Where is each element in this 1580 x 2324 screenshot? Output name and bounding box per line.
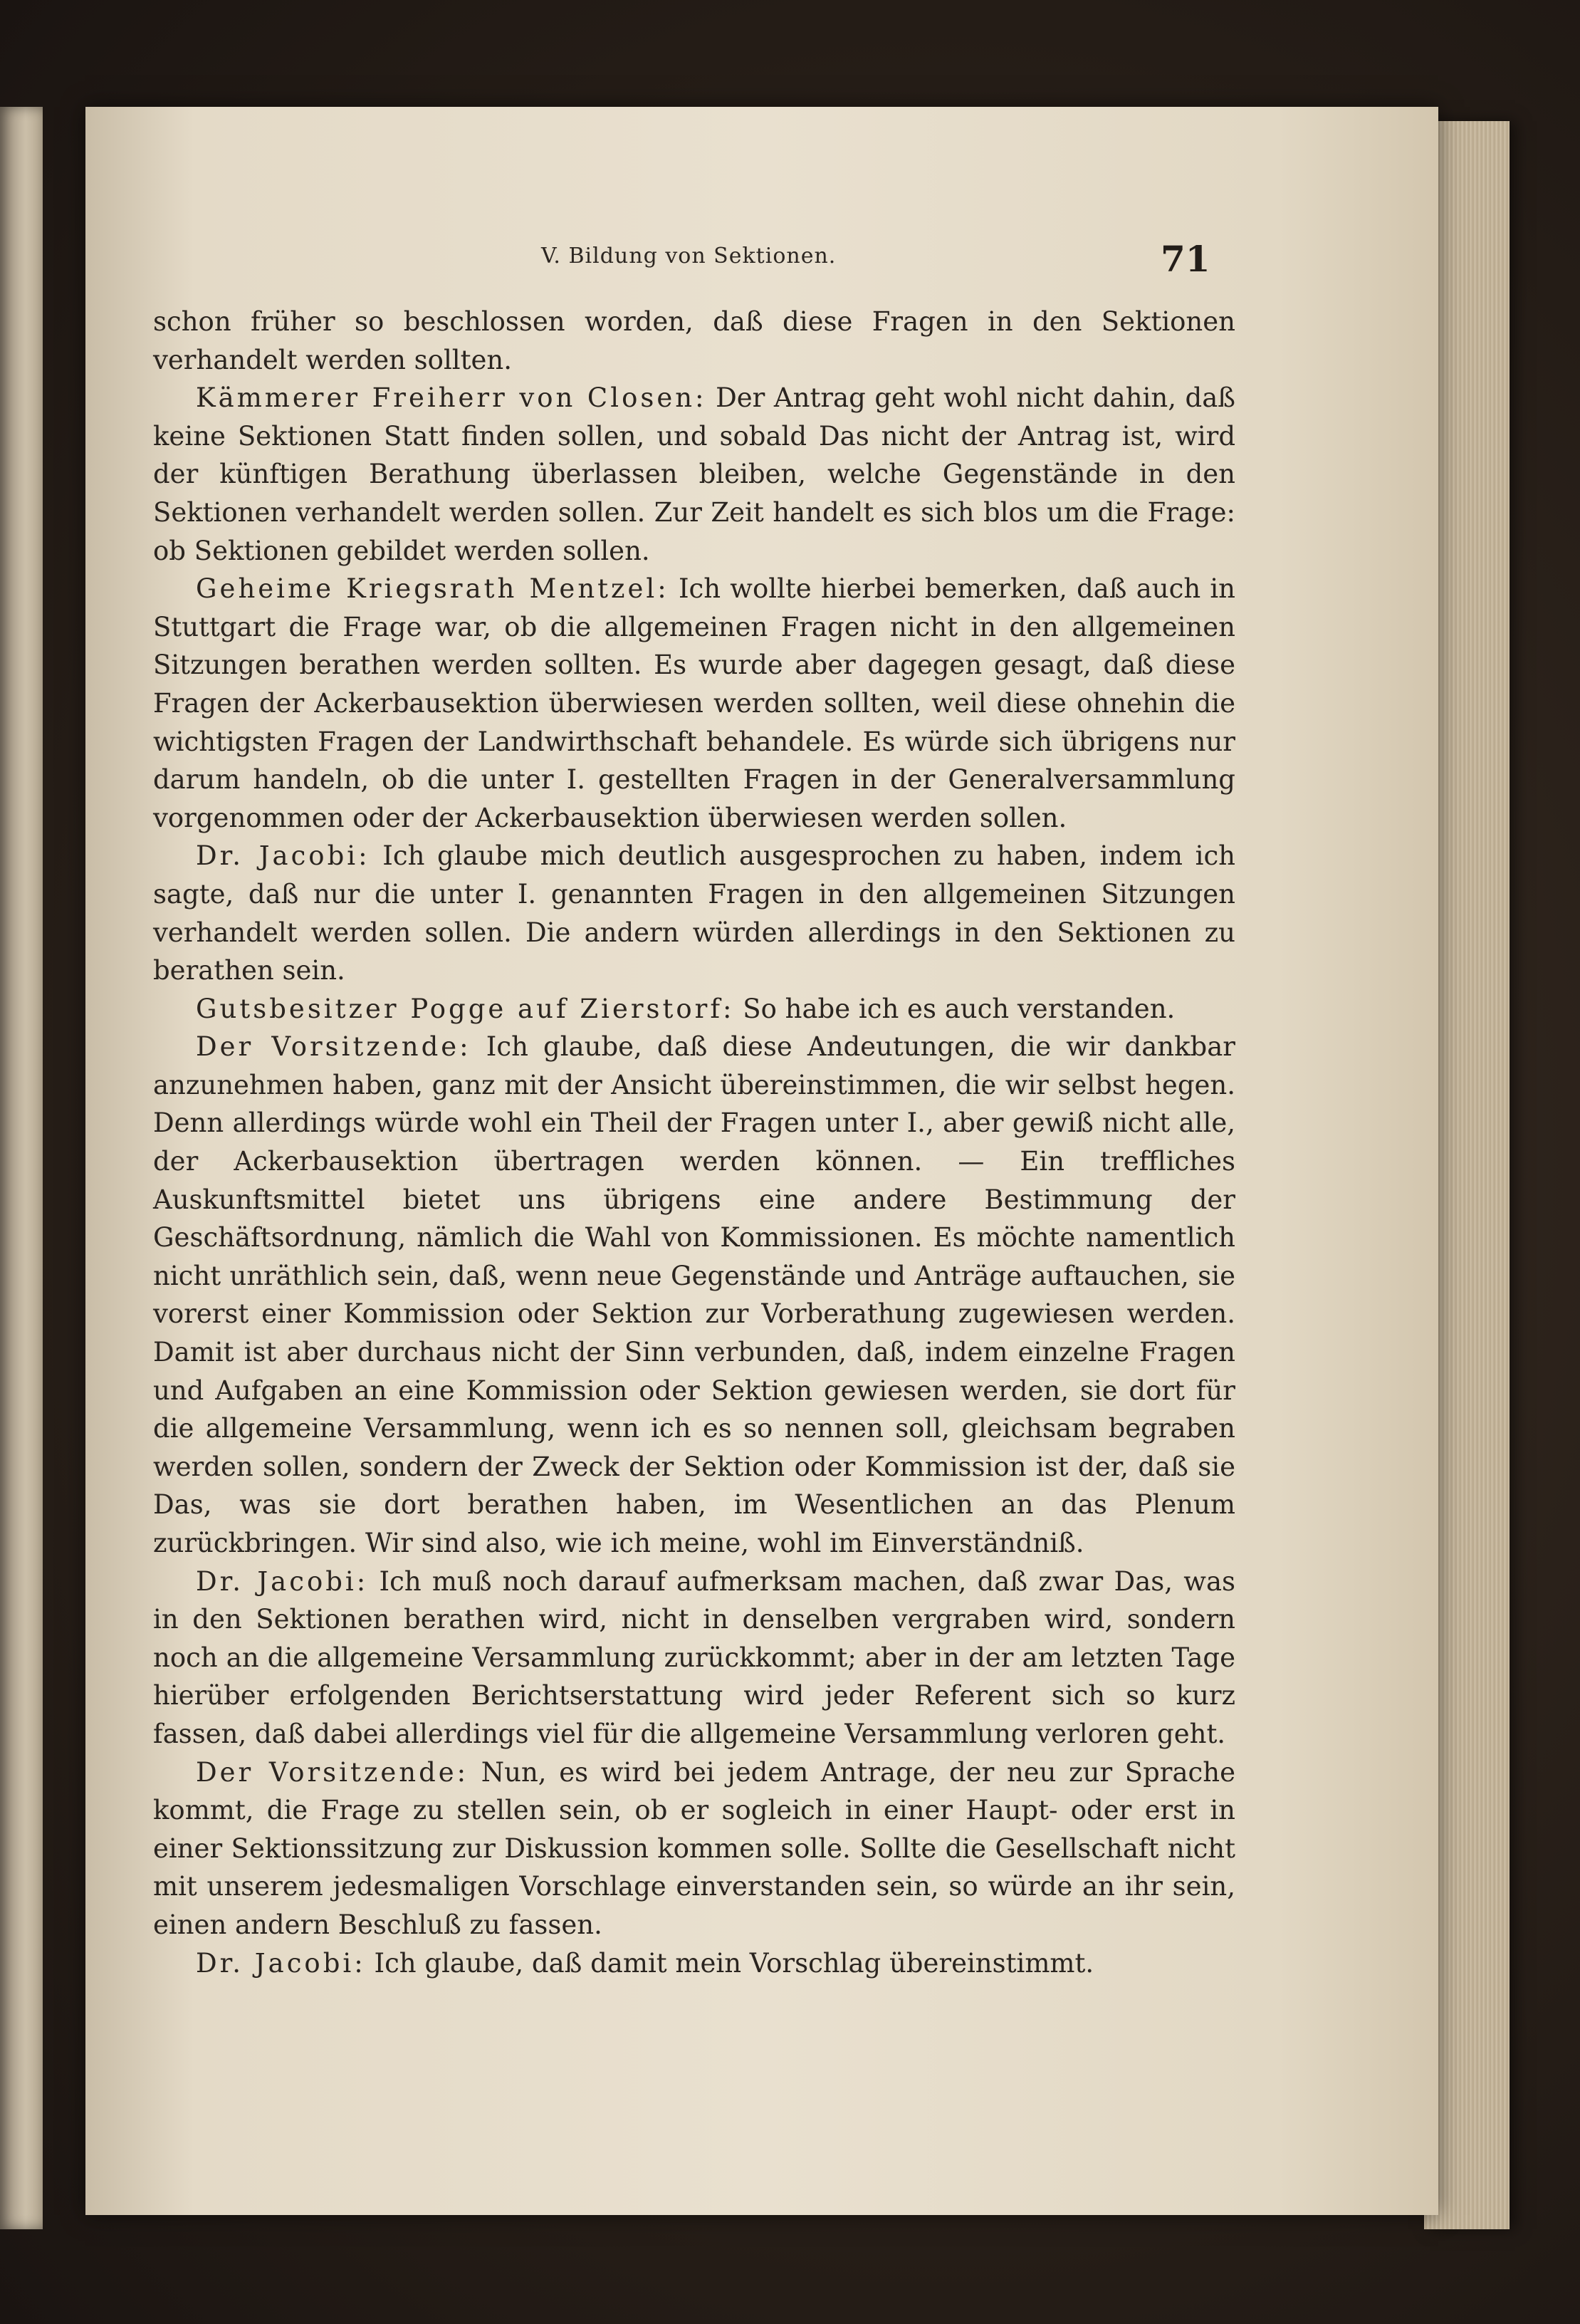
speaker-name: Der Vorsitzende: [196,1031,471,1063]
paragraph-text: So habe ich es auch verstanden. [743,993,1176,1024]
paragraph-text: Nun, es wird bei jedem Antrage, der neu zur Sprache kommt, die Frage zu stellen sein, ob er sogleich in einer Haupt- oder erst in einer Sektionssitzung zur Diskussion kommen solle. Sollte die Gesellschaft nicht mit unserem jedesmaligen Vorschlage einverstanden sein, so würde an ihr sein, einen andern Beschluß zu fassen. [153,1756,1235,1940]
paragraph-text: Ich muß noch darauf aufmerksam machen, daß zwar Das, was in den Sektionen berathen wird, nicht in denselben vergraben wird, sondern noch an die allgemeine Versammlung zurückkommt; aber in der am letzten Tage hierüber erfolgenden Berichtserstattung wird jeder Referent sich so kurz fassen, daß dabei allerdings viel für die allgemeine Versammlung verloren geht. [153,1565,1235,1749]
speaker-name: Dr. Jacobi: [196,1565,369,1597]
speaker-name: Geheime Kriegsrath Mentzel: [196,573,669,605]
paragraph-text: Der Antrag geht wohl nicht dahin, daß keine Sektionen Statt finden sollen, und sobald Das nicht der Antrag ist, wird der künftigen Berathung überlassen bleiben, welche Gegenstände in den Sektionen verhandelt werden sollen. Zur Zeit handelt es sich blos um die Frage: ob Sektionen gebildet werden sollen. [153,382,1235,566]
speaker-name: Dr. Jacobi: [196,1947,366,1979]
paragraph [153,990,1235,1028]
paragraph-text: Ich glaube, daß damit mein Vorschlag übereinstimmt. [374,1947,1094,1979]
speaker-name: Gutsbesitzer Pogge auf Zierstorf: [196,993,735,1024]
body-text [153,303,1235,1982]
paragraph [153,379,1235,570]
speaker-name: Dr. Jacobi: [196,840,370,872]
paragraph [153,1944,1235,1983]
paragraph [153,1028,1235,1562]
page-number: 71 [1161,238,1210,280]
paragraph [153,303,1235,379]
paragraph-text: Ich glaube, daß diese Andeutungen, die wir dankbar anzunehmen haben, ganz mit der Ansicht übereinstimmen, die wir selbst hegen. Denn allerdings würde wohl ein Theil der Fragen unter I., aber gewiß nicht alle, der Ackerbausektion übertragen werden können. — Ein treffliches Auskunftsmittel bietet uns übrigens eine andere Bestimmung der Geschäftsordnung, nämlich die Wahl von Kommissionen. Es möchte namentlich nicht unräthlich sein, daß, wenn neue Gegenstände und Anträge auftauchen, sie vorerst einer Kommission oder Sektion zur Vorberathung zugewiesen werden. Damit ist aber durchaus nicht der Sinn verbunden, daß, indem einzelne Fragen und Aufgaben an eine Kommission oder Sektion gewiesen werden, sie dort für die allgemeine Versammlung, wenn ich es so nennen soll, gleichsam begraben werden sollen, sondern der Zweck der Sektion oder Kommission ist der, daß sie Das, was sie dort berathen haben, im Wesentlichen an das Plenum zurückbringen. Wir sind also, wie ich meine, wohl im Einverständniß. [153,1031,1235,1558]
speaker-name: Der Vorsitzende: [196,1756,469,1788]
paragraph [153,1563,1235,1754]
facing-page-edge [0,107,43,2229]
paragraph [153,837,1235,989]
paragraph-text: Ich glaube mich deutlich ausgesprochen zu haben, indem ich sagte, daß nur die unter I. genannten Fragen in den allgemeinen Sitzungen verhandelt werden sollen. Die andern würden allerdings in den Sektionen zu berathen sein. [153,840,1236,986]
paragraph-text: schon früher so beschlossen worden, daß diese Fragen in den Sektionen verhandelt werden sollten. [153,306,1235,375]
paragraph [153,570,1235,837]
paragraph [153,1754,1235,1944]
running-head: V. Bildung von Sektionen. [541,244,837,269]
speaker-name: Kämmerer Freiherr von Closen: [196,382,707,414]
paragraph-text: Ich wollte hierbei bemerken, daß auch in Stuttgart die Frage war, ob die allgemeinen Fragen nicht in den allgemeinen Sitzungen berathen werden sollten. Es wurde aber dagegen gesagt, daß diese Fragen der Ackerbausektion überwiesen werden sollten, weil diese ohnehin die wichtigsten Fragen der Landwirthschaft behandele. Es würde sich übrigens nur darum handeln, ob die unter I. gestellten Fragen in der Generalversammlung vorgenommen oder der Ackerbausektion überwiesen werden sollen. [153,573,1236,833]
